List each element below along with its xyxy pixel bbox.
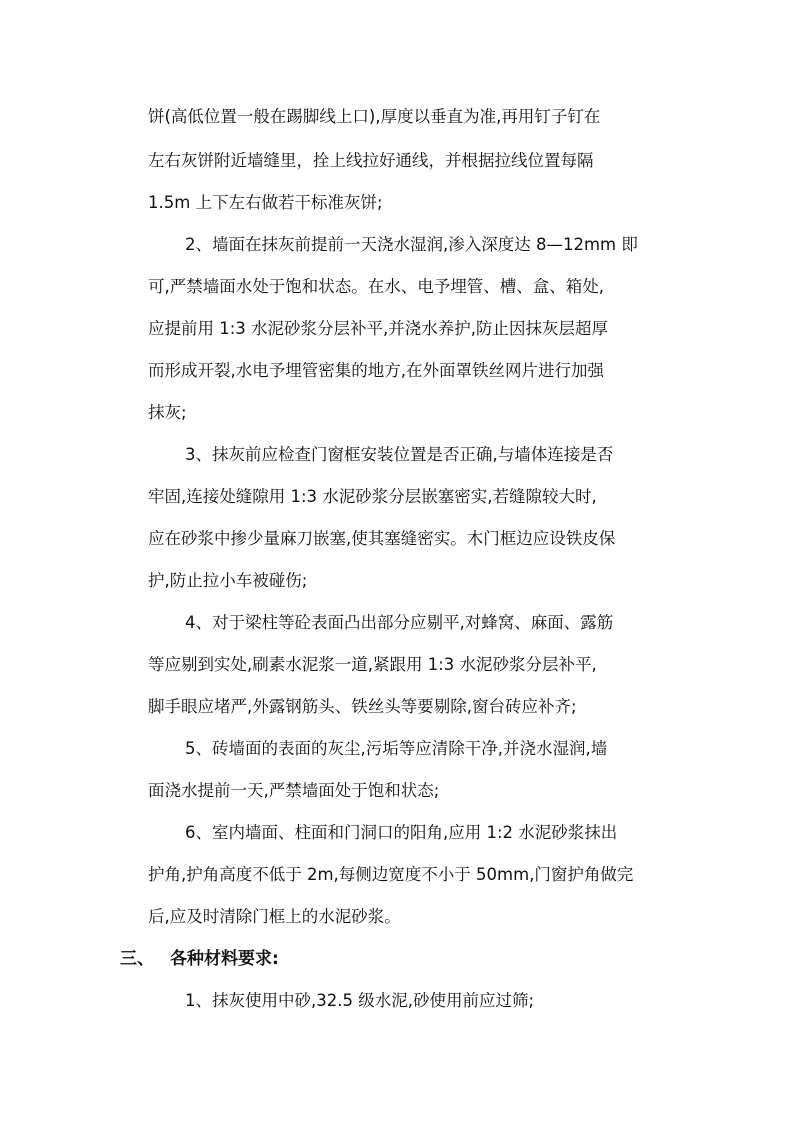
text-line: 牢固,连接处缝隙用 1:3 水泥砂浆分层嵌塞密实,若缝隙较大时, (148, 487, 597, 506)
material-item-1: 1、抹灰使用中砂,32.5 级水泥,砂使用前应过筛; (185, 991, 535, 1010)
section-number: 三、 (120, 949, 154, 969)
paragraph-5-start: 5、砖墙面的表面的灰尘,污垢等应清除干净,并浇水湿润,墙 (185, 739, 608, 758)
paragraph-6-start: 6、室内墙面、柱面和门洞口的阳角,应用 1:2 水泥砂浆抹出 (185, 823, 618, 842)
text-line: 护角,护角高度不低于 2m,每侧边宽度不小于 50mm,门窗护角做完 (148, 865, 634, 884)
text-line: 应在砂浆中掺少量麻刀嵌塞,使其塞缝密实。木门框边应设铁皮保 (148, 529, 616, 548)
text-line: 等应剔到实处,刷素水泥浆一道,紧跟用 1:3 水泥砂浆分层补平, (148, 655, 597, 674)
text-line: 1.5m 上下左右做若干标准灰饼; (148, 193, 383, 212)
text-line: 左右灰饼附近墙缝里，拴上线拉好通线，并根据拉线位置每隔 (148, 151, 594, 170)
text-line: 应提前用 1:3 水泥砂浆分层补平,并浇水养护,防止因抹灰层超厚 (148, 319, 609, 338)
paragraph-2-start: 2、墙面在抹灰前提前一天浇水湿润,渗入深度达 8—12mm 即 (185, 235, 638, 254)
text-line: 脚手眼应堵严,外露钢筋头、铁丝头等要剔除,窗台砖应补齐; (148, 697, 577, 716)
text-line: 可,严禁墙面水处于饱和状态。在水、电予埋管、槽、盒、箱处, (148, 277, 604, 296)
text-line: 而形成开裂,水电予埋管密集的地方,在外面罩铁丝网片进行加强 (148, 361, 604, 380)
text-line: 抹灰; (148, 403, 187, 422)
paragraph-4-start: 4、对于梁柱等砼表面凸出部分应剔平,对蜂窝、麻面、露筋 (185, 613, 614, 632)
section-title: 各种材料要求: (170, 949, 279, 969)
paragraph-3-start: 3、抹灰前应检查门窗框安装位置是否正确,与墙体连接是否 (185, 445, 614, 464)
text-line: 饼(高低位置一般在踢脚线上口),厚度以垂直为准,再用钉子钉在 (148, 107, 601, 126)
text-line: 面浇水提前一天,严禁墙面处于饱和状态; (148, 781, 440, 800)
text-line: 后,应及时清除门框上的水泥砂浆。 (148, 907, 401, 926)
text-line: 护,防止拉小车被碰伤; (148, 571, 308, 590)
